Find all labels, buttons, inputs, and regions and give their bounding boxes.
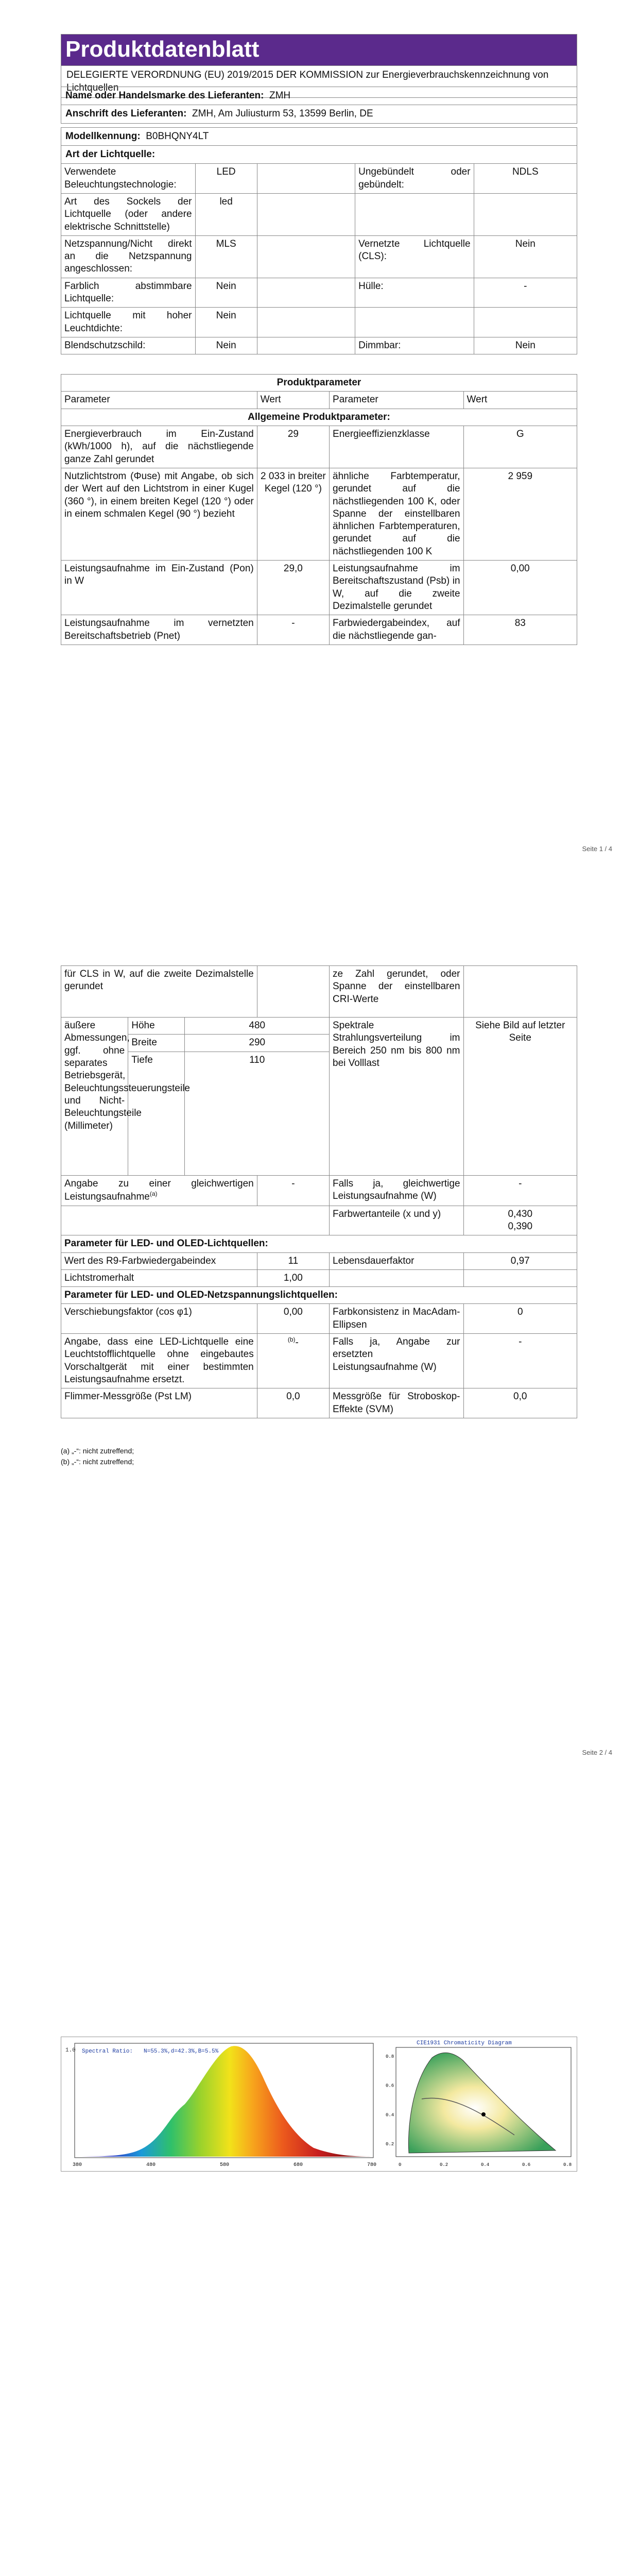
product-params-table [61, 374, 577, 645]
lifetime-factor-label: Lebensdauerfaktor [330, 1252, 464, 1269]
light-source-type-heading: Art der Lichtquelle: [61, 145, 577, 163]
displacement-factor-value: 0,00 [257, 1304, 329, 1334]
param-label-2: Farbwiedergabeindex, auf die nächstliegende gan- [330, 615, 464, 645]
ls-label-2: Dimmbar: [355, 337, 474, 354]
replacement-right-label: Falls ja, Angabe zur ersetzten Leistungsaufnahme (W) [330, 1334, 464, 1388]
cie-y-tick: 0.6 [386, 2083, 394, 2089]
param-label: Leistungsaufnahme im Ein-Zustand (Pon) in W [61, 561, 257, 615]
replacement-footnote-marker: (b) [287, 1336, 296, 1344]
mains-params-heading: Parameter für LED- und OLED-Netzspannungslichtquellen: [61, 1287, 577, 1304]
ls-label: Farblich abstimmbare Lichtquelle: [61, 278, 196, 308]
ls-value: Nein [195, 308, 257, 337]
spectral-title: Spectral Ratio: [82, 2048, 133, 2055]
spectral-value: Siehe Bild auf letzter Seite [463, 1018, 577, 1176]
spectral-x-tick: 780 [367, 2162, 377, 2168]
light-source-row [61, 235, 577, 278]
cie-y-tick: 0.2 [386, 2142, 394, 2147]
supplier-table [61, 87, 577, 354]
page-number: Seite 1 / 4 [582, 845, 612, 853]
spectral-x-tick: 380 [73, 2162, 82, 2168]
flicker-label: Flimmer-Messgröße (Pst LM) [61, 1388, 257, 1418]
equivalent-label: Angabe zu einer gleichwertigen Leistungsaufnahme [64, 1178, 254, 1202]
r9-value: 11 [257, 1252, 329, 1269]
page-3 [0, 1807, 639, 2576]
ls-label-2: Ungebündelt oder gebündelt: [355, 164, 474, 194]
cie-x-tick: 0.8 [563, 2162, 572, 2167]
svm-label: Messgröße für Stroboskop-Effekte (SVM) [330, 1388, 464, 1418]
param-label: Leistungsaufnahme im vernetzten Bereitschaftsbetrieb (Pnet) [61, 615, 257, 645]
dimensions-label: äußere Abmessungen, ggf. ohne separates Betriebsgerät, Beleuchtungssteuerungsteile und Nicht-Beleuchtungsteile (Millimeter) [61, 1018, 128, 1176]
ls-value: led [195, 193, 257, 235]
spectral-graphics [61, 2037, 577, 2171]
param-value: 2 033 in breiter Kegel (120 °) [257, 468, 329, 560]
supplier-name-label: Name oder Handelsmarke des Lieferanten: [65, 90, 264, 101]
cie-point [481, 2112, 486, 2116]
flux-maintenance-value: 1,00 [257, 1269, 329, 1286]
model-label: Modellkennung: [65, 130, 141, 142]
dim-depth-value: 110 [185, 1052, 330, 1175]
supplier-name: ZMH [269, 90, 291, 101]
param-value-2: 83 [463, 615, 577, 645]
param-value: - [257, 615, 329, 645]
header-parameter-2: Parameter [330, 392, 464, 409]
param-value: 29 [257, 426, 329, 468]
ls-label-2: Vernetzte Lichtquelle (CLS): [355, 235, 474, 278]
supplier-address: ZMH, Am Juliusturm 53, 13599 Berlin, DE [192, 108, 373, 120]
ls-value-2 [474, 193, 577, 235]
cie-x-tick: 0.6 [522, 2162, 531, 2167]
r9-label: Wert des R9-Farbwiedergabeindex [61, 1252, 257, 1269]
cie-title: CIE1931 Chromaticity Diagram [417, 2040, 512, 2046]
ls-label-2 [355, 193, 474, 235]
page-1 [0, 0, 639, 904]
dim-width-label: Breite [128, 1035, 185, 1052]
ls-value-2: NDLS [474, 164, 577, 194]
cont-right-label: ze Zahl gerundet, oder Spanne der einstellbaren CRI-Werte [330, 966, 464, 1018]
cie-y-tick: 0.8 [386, 2054, 394, 2059]
product-param-row [61, 468, 577, 560]
cie-x-tick: 0.2 [440, 2162, 448, 2167]
ls-label: Netzspannung/Nicht direkt an die Netzspannung angeschlossen: [61, 235, 196, 278]
led-params-heading: Parameter für LED- und OLED-Lichtquellen: [61, 1235, 577, 1252]
light-source-row [61, 193, 577, 235]
spectral-x-tick: 680 [293, 2162, 303, 2168]
supplier-address-label: Anschrift des Lieferanten: [65, 108, 187, 120]
spectral-figure [61, 2037, 577, 2172]
ls-label: Blendschutzschild: [61, 337, 196, 354]
light-source-row [61, 164, 577, 194]
general-params-heading: Allgemeine Produktparameter: [61, 409, 577, 426]
ls-label: Lichtquelle mit hoher Leuchtdichte: [61, 308, 196, 337]
flicker-value: 0,0 [257, 1388, 329, 1418]
footnote-b: (b) „-“: nicht zutreffend; [61, 1458, 134, 1466]
displacement-factor-label: Verschiebungsfaktor (cos φ1) [61, 1304, 257, 1334]
footnotes [61, 1446, 134, 1467]
product-param-row [61, 561, 577, 615]
ls-value-2 [474, 308, 577, 337]
param-value-2: 2 959 [463, 468, 577, 560]
header-value: Wert [257, 392, 329, 409]
equivalent-right-value: - [463, 1175, 577, 1206]
light-source-row [61, 278, 577, 308]
model-id: B0BHQNY4LT [146, 130, 209, 142]
dim-width-value: 290 [185, 1035, 330, 1052]
param-value-2: 0,00 [463, 561, 577, 615]
sheet-title: Produktdatenblatt [61, 35, 577, 65]
param-value: 29,0 [257, 561, 329, 615]
chromaticity-value: 0,430 0,390 [463, 1206, 577, 1235]
ls-label-2 [355, 308, 474, 337]
ls-value: MLS [195, 235, 257, 278]
cie-y-tick: 0.4 [386, 2112, 394, 2118]
header-parameter: Parameter [61, 392, 257, 409]
param-value-2: G [463, 426, 577, 468]
ls-label: Verwendete Beleuchtungstechnologie: [61, 164, 196, 194]
spectral-x-tick: 580 [220, 2162, 230, 2168]
product-param-row [61, 426, 577, 468]
chromaticity-label: Farbwertanteile (x und y) [330, 1206, 464, 1235]
spectral-stats: N=55.3%,d=42.3%,B=5.5% [144, 2048, 219, 2055]
product-params-heading: Produktparameter [61, 375, 577, 392]
ls-label-2: Hülle: [355, 278, 474, 308]
regulation-subtitle: DELEGIERTE VERORDNUNG (EU) 2019/2015 DER KOMMISSION zur Energieverbrauchskennzeichnung von Lichtquellen [61, 65, 577, 97]
ls-value-2: Nein [474, 337, 577, 354]
equivalent-footnote-marker: (a) [149, 1190, 158, 1197]
macadam-label: Farbkonsistenz in MacAdam-Ellipsen [330, 1304, 464, 1334]
lifetime-factor-value: 0,97 [463, 1252, 577, 1269]
cie-x-tick: 0.4 [481, 2162, 490, 2167]
equivalent-right-label: Falls ja, gleichwertige Leistungsaufnahme (W) [330, 1175, 464, 1206]
light-source-row [61, 308, 577, 337]
equivalent-value: - [257, 1175, 329, 1206]
page-number: Seite 2 / 4 [582, 1749, 612, 1756]
ls-value: Nein [195, 337, 257, 354]
param-label: Nutzlichtstrom (Φuse) mit Angabe, ob sich der Wert auf den Lichtstrom in einer Kugel (360 °), in einem breiten Kegel (120 °) oder in einem schmalen Kegel (90 °) bezieht [61, 468, 257, 560]
param-label-2: Leistungsaufnahme im Bereitschaftszustand (Psb) in W, auf die zweite Dezimalstelle gerundet [330, 561, 464, 615]
ls-value: LED [195, 164, 257, 194]
light-source-row [61, 337, 577, 354]
ls-label: Art des Sockels der Lichtquelle (oder andere elektrische Schnittstelle) [61, 193, 196, 235]
page-2 [0, 904, 639, 1807]
replacement-value: - [295, 1337, 299, 1348]
flux-maintenance-label: Lichtstromerhalt [61, 1269, 257, 1286]
spectral-label: Spektrale Strahlungsverteilung im Bereich 250 nm bis 800 nm bei Volllast [330, 1018, 464, 1176]
replacement-right-value: - [463, 1334, 577, 1388]
ls-value: Nein [195, 278, 257, 308]
spectral-y-max: 1.0 [65, 2047, 76, 2054]
footnote-a: (a) „-“: nicht zutreffend; [61, 1447, 134, 1455]
svm-value: 0,0 [463, 1388, 577, 1418]
ls-value-2: - [474, 278, 577, 308]
ls-value-2: Nein [474, 235, 577, 278]
param-label-2: Energieeffizienzklasse [330, 426, 464, 468]
macadam-value: 0 [463, 1304, 577, 1334]
param-label: Energieverbrauch im Ein-Zustand (kWh/1000 h), auf die nächstliegende ganze Zahl gerundet [61, 426, 257, 468]
product-param-row [61, 615, 577, 645]
dim-height-value: 480 [185, 1018, 330, 1035]
dim-height-label: Höhe [128, 1018, 185, 1035]
cie-x-tick: 0 [399, 2162, 402, 2167]
spectral-x-tick: 480 [146, 2162, 156, 2168]
header-value-2: Wert [463, 392, 577, 409]
params-continued-table [61, 965, 577, 1418]
param-label-2: ähnliche Farbtemperatur, gerundet auf die nächstliegenden 100 K, oder Spanne der einstellbaren ähnlichen Farbtemperaturen, gerundet auf die nächstliegenden 100 K [330, 468, 464, 560]
dim-depth-label: Tiefe [128, 1052, 185, 1175]
replacement-label: Angabe, dass eine LED-Lichtquelle eine Leuchtstofflichtquelle ohne eingebautes Vorschaltgerät mit einer bestimmten Leistungsaufnahme ersetzt. [61, 1334, 257, 1388]
cont-left-label: für CLS in W, auf die zweite Dezimalstelle gerundet [61, 966, 257, 1018]
